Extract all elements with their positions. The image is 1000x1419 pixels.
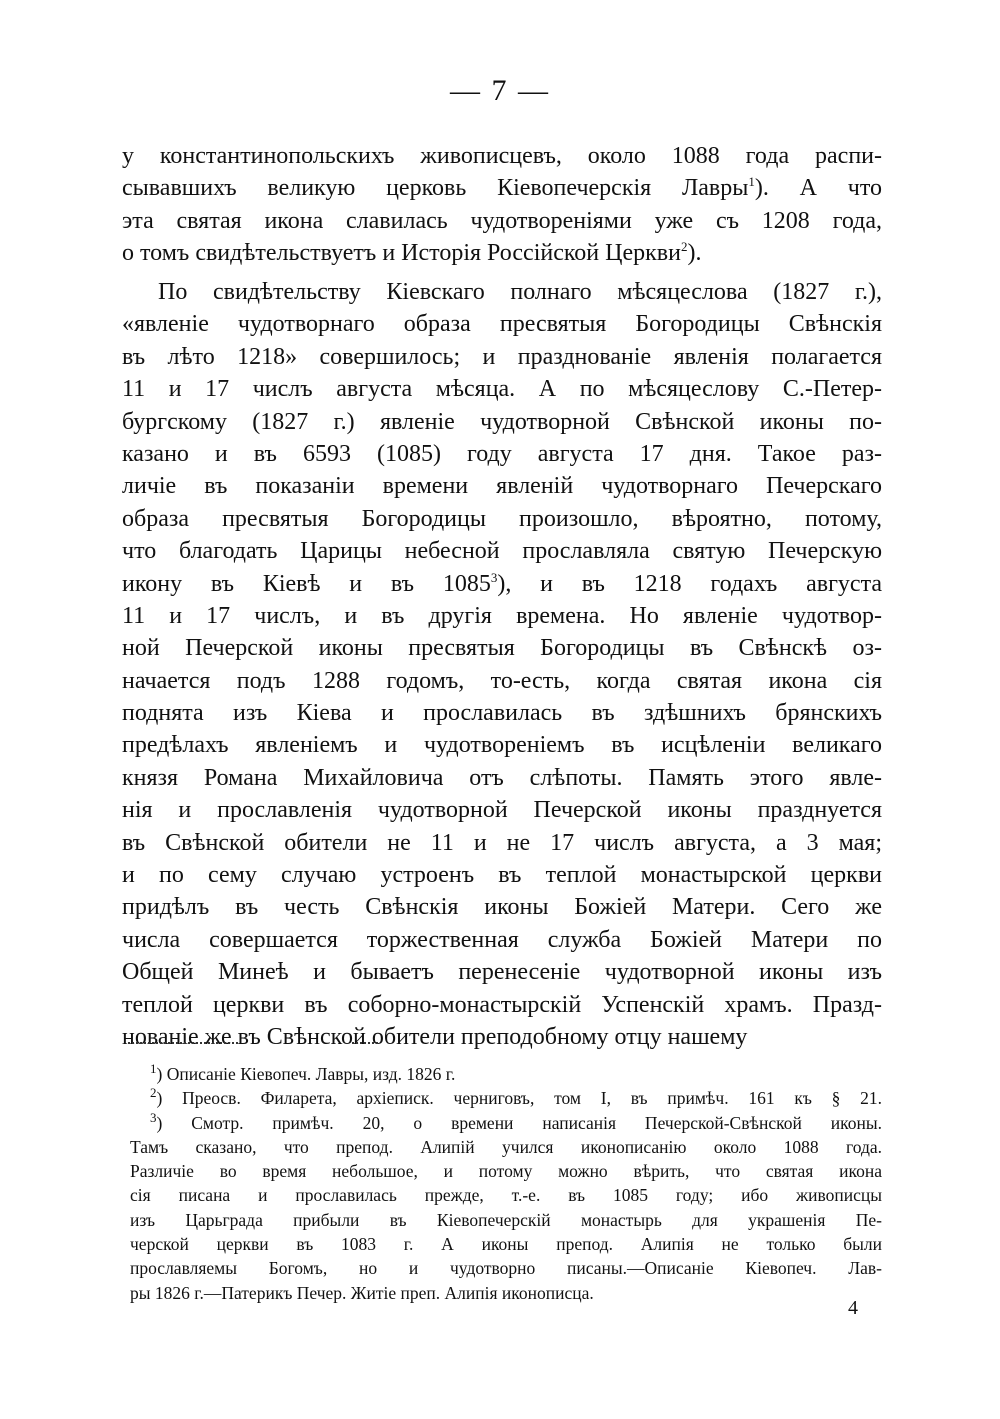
text-line: 11 и 17 числъ августа мѣсяца. А по мѣсяцеслову С.-Петер- bbox=[122, 376, 882, 403]
footnote-divider bbox=[128, 1042, 238, 1045]
text-line: По свидѣтельству Кіевскаго полнаго мѣсяцеслова (1827 г.), bbox=[158, 279, 882, 305]
footnote-line: черской церкви въ 1083 г. А иконы препод. Алипія не только были bbox=[130, 1234, 882, 1255]
footnote-line: изъ Царьграда прибыли въ Кіевопечерскій монастырь для украшенія Пе- bbox=[130, 1209, 882, 1230]
text-line: эта святая икона славилась чудотвореніями уже съ 1208 года, bbox=[122, 207, 882, 234]
text-line: сывавшихъ великую церковь Кіевопечерскія Лавры$^1$). А что bbox=[122, 174, 882, 202]
text-line: и по сему случаю устроенъ въ теплой монастырской церкви bbox=[122, 862, 882, 889]
footnote-line: Тамъ сказано, что препод. Алипій учился иконописанію около 1088 года. bbox=[130, 1136, 882, 1157]
text-line: бургскому (1827 г.) явленіе чудотворной Свѣнской иконы по- bbox=[122, 408, 882, 435]
text-line: придѣлъ въ честь Свѣнскія иконы Божіей Матери. Сего же bbox=[122, 894, 882, 921]
text-line: теплой церкви въ соборно-монастырскій Успенскій храмъ. Празд- bbox=[122, 991, 882, 1018]
text-line: нованіе же въ Свѣнской обители преподобному отцу нашему bbox=[122, 1023, 748, 1050]
text-line: Общей Минеѣ и бываетъ перенесеніе чудотворной иконы изъ bbox=[122, 959, 882, 986]
footnote-line: ры 1826 г.—Патерикъ Печер. Житіе преп. Алипія иконописца. bbox=[130, 1282, 594, 1303]
text-line: образа пресвятыя Богородицы произошло, вѣроятно, потому, bbox=[122, 505, 882, 532]
printer-mark: 4 bbox=[848, 1297, 858, 1319]
text-line: нія и прославленія чудотворной Печерской иконы празднуется bbox=[122, 797, 882, 824]
footnote: $^2$) Преосв. Филарета, архіеписк. черниговъ, том I, въ примѣч. 161 къ § 21. bbox=[150, 1085, 882, 1109]
footnote-line: сія писана и прославилась прежде, т.-е. въ 1085 году; ибо живописцы bbox=[130, 1185, 882, 1206]
text-line: «явленіе чудотворнаго образа пресвятыя Богородицы Свѣнскія bbox=[122, 311, 882, 338]
footnote: $^1$) Описаніе Кіевопеч. Лавры, изд. 1826 г. bbox=[150, 1061, 456, 1084]
text-line: у константинопольскихъ живописцевъ, около 1088 года распи- bbox=[122, 143, 882, 169]
text-line: предѣлахъ явленіемъ и чудотвореніемъ въ исцѣленіи великаго bbox=[122, 732, 882, 759]
text-line: поднята изъ Кіева и прославилась въ здѣшнихъ брянскихъ bbox=[122, 700, 882, 727]
footnote-line: прославляемы Богомъ, но и чудотворно писаны.—Описаніе Кіевопеч. Лав- bbox=[130, 1258, 882, 1279]
page-number: — 7 — bbox=[450, 74, 550, 107]
footnote-divider bbox=[352, 1042, 378, 1045]
text-line: икону въ Кіевѣ и въ 1085$^3$), и въ 1218 годахъ августа bbox=[122, 569, 883, 597]
text-line: казано и въ 6593 (1085) году августа 17 дня. Такое раз- bbox=[122, 440, 882, 467]
footnotes bbox=[130, 1062, 882, 1305]
text-line: числа совершается торжественная служба Божіей Матери по bbox=[122, 926, 882, 953]
text-line: о томъ свидѣтельствуетъ и Исторія Россійской Церкви$^2$). bbox=[122, 239, 702, 267]
text-line: личіе въ показаніи времени явленій чудотворнаго Печерскаго bbox=[122, 473, 882, 500]
main-text bbox=[122, 140, 882, 270]
footnote-ref: 3 bbox=[490, 569, 498, 585]
text-line: князя Романа Михайловича отъ слѣпоты. Память этого явле- bbox=[122, 764, 882, 791]
footnote-ref: 1 bbox=[748, 174, 755, 190]
footnote-ref: 2 bbox=[680, 239, 688, 255]
text-line: ной Печерской иконы пресвятыя Богородицы въ Свѣнскѣ оз- bbox=[122, 635, 882, 662]
text-line: 11 и 17 числъ, и въ другія времена. Но явленіе чудотвор- bbox=[122, 602, 882, 629]
footnote: $^3$) Смотр. примѣч. 20, о времени написанія Печерской-Свѣнской иконы. bbox=[150, 1109, 882, 1133]
main-text-paragraph-2 bbox=[122, 276, 882, 1053]
text-line: въ лѣто 1218» совершилось; и празднованіе явленія полагается bbox=[122, 343, 882, 370]
text-line: начается подъ 1288 годомъ, то-есть, когда святая икона сія bbox=[122, 667, 882, 694]
text-line: въ Свѣнской обители не 11 и не 17 числъ августа, а 3 мая; bbox=[122, 829, 882, 856]
footnote-line: Различіе во время небольшое, и потому можно вѣрить, что святая икона bbox=[130, 1161, 882, 1182]
text-line: что благодать Царицы небесной прославляла святую Печерскую bbox=[122, 538, 882, 565]
